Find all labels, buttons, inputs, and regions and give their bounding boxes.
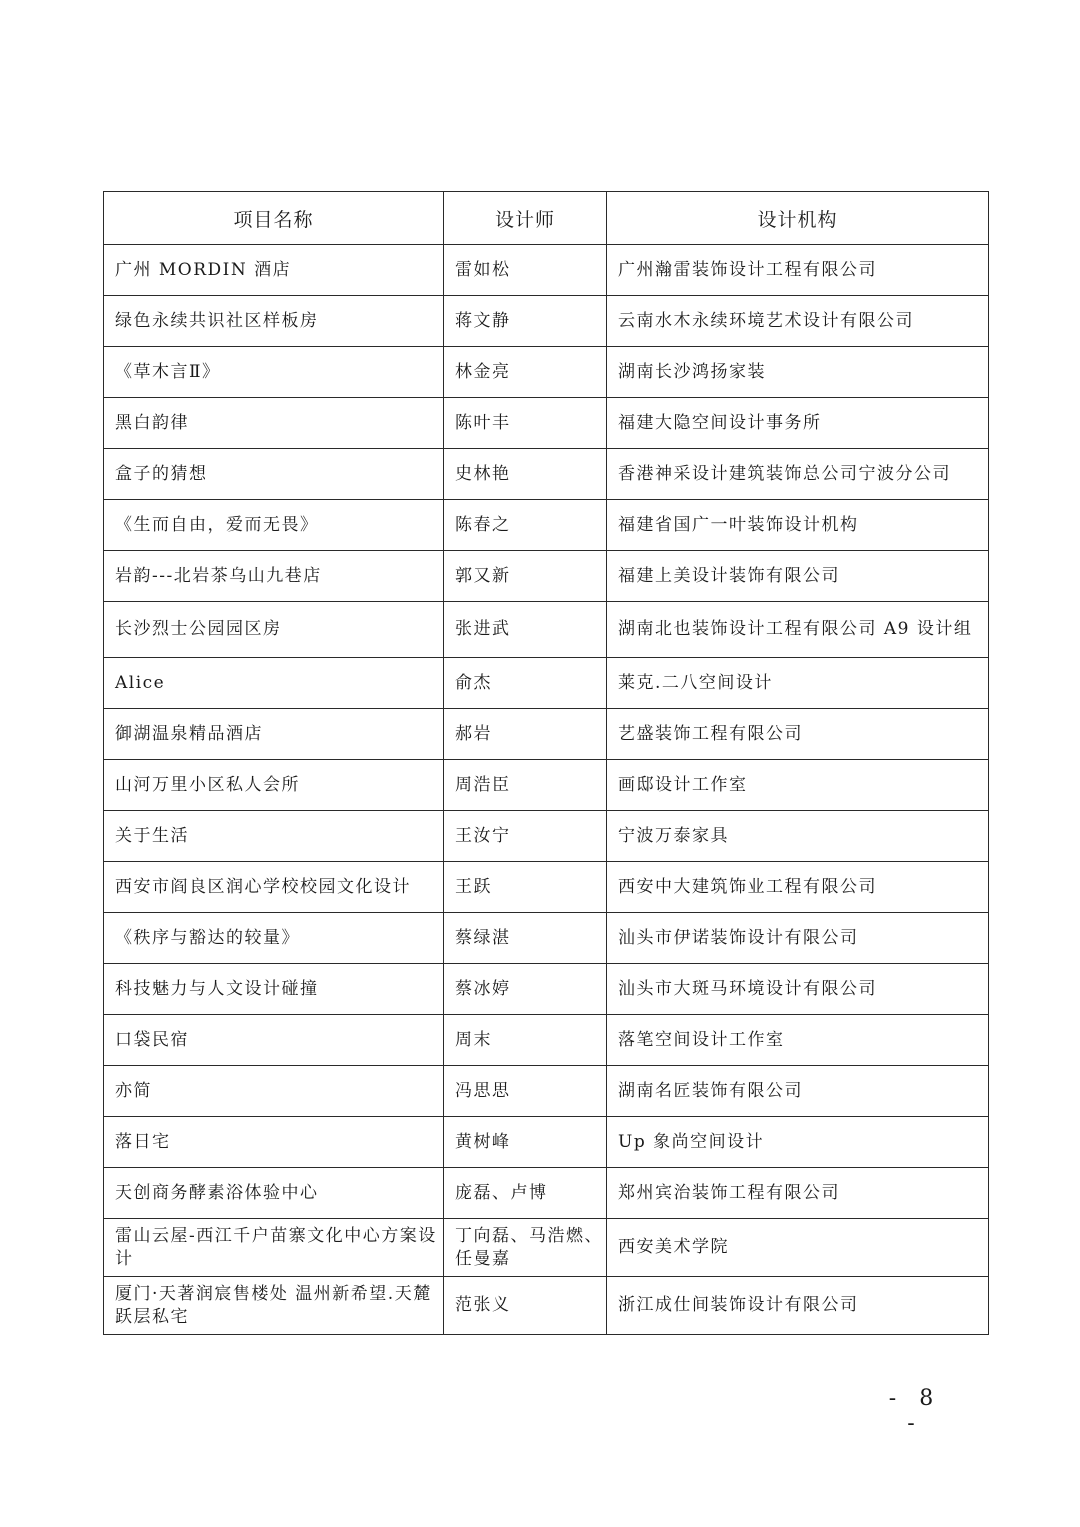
designer-cell: 林金亮: [444, 347, 607, 398]
design-org-cell: 福建省国广一叶装饰设计机构: [607, 500, 989, 551]
designer-cell: 黄树峰: [444, 1117, 607, 1168]
design-org-cell: 落笔空间设计工作室: [607, 1015, 989, 1066]
design-org-cell: 西安美术学院: [607, 1219, 989, 1277]
designer-cell: 周浩臣: [444, 760, 607, 811]
table-row: [104, 760, 989, 811]
page-number: - 8 -: [888, 1386, 942, 1436]
designer-cell: 郭又新: [444, 551, 607, 602]
designer-cell: 王汝宁: [444, 811, 607, 862]
design-org-cell: 西安中大建筑饰业工程有限公司: [607, 862, 989, 913]
designer-cell: 张进武: [444, 602, 607, 658]
designer-cell: 范张义: [444, 1277, 607, 1335]
design-org-cell: 画邸设计工作室: [607, 760, 989, 811]
table-row: [104, 811, 989, 862]
header-designer: 设计师: [444, 192, 607, 245]
designer-cell: 俞杰: [444, 658, 607, 709]
designer-cell: 丁向磊、马浩燃、任曼嘉: [444, 1219, 607, 1277]
designer-cell: 蔡冰婷: [444, 964, 607, 1015]
project-name-cell: 厦门·天著润宸售楼处 温州新希望.天麓跃层私宅: [104, 1277, 444, 1335]
design-org-cell: 宁波万泰家具: [607, 811, 989, 862]
project-name-cell: 西安市阎良区润心学校校园文化设计: [104, 862, 444, 913]
project-name-cell: 长沙烈士公园园区房: [104, 602, 444, 658]
design-org-cell: 莱克.二八空间设计: [607, 658, 989, 709]
project-name-cell: 天创商务酵素浴体验中心: [104, 1168, 444, 1219]
project-name-cell: 《生而自由，爱而无畏》: [104, 500, 444, 551]
table-row: [104, 862, 989, 913]
header-project-name: 项目名称: [104, 192, 444, 245]
table-row: [104, 913, 989, 964]
designer-cell: 陈春之: [444, 500, 607, 551]
table-row: [104, 1117, 989, 1168]
designer-cell: 冯思思: [444, 1066, 607, 1117]
design-org-cell: 汕头市大斑马环境设计有限公司: [607, 964, 989, 1015]
design-org-cell: 香港神采设计建筑装饰总公司宁波分公司: [607, 449, 989, 500]
table-row: [104, 296, 989, 347]
table-row: [104, 500, 989, 551]
design-org-cell: 云南水木永续环境艺术设计有限公司: [607, 296, 989, 347]
project-name-cell: 《秩序与豁达的较量》: [104, 913, 444, 964]
table-row: [104, 551, 989, 602]
designer-cell: 庞磊、卢博: [444, 1168, 607, 1219]
design-org-cell: 广州瀚雷装饰设计工程有限公司: [607, 245, 989, 296]
project-name-cell: 黑白韵律: [104, 398, 444, 449]
design-org-cell: 浙江成仕间装饰设计有限公司: [607, 1277, 989, 1335]
design-org-cell: 湖南北也装饰设计工程有限公司 A9 设计组: [607, 602, 989, 658]
table-row: [104, 347, 989, 398]
table-row: [104, 449, 989, 500]
project-name-cell: 《草木言Ⅱ》: [104, 347, 444, 398]
designer-cell: 蔡绿湛: [444, 913, 607, 964]
project-name-cell: 岩韵---北岩茶乌山九巷店: [104, 551, 444, 602]
designer-cell: 史林艳: [444, 449, 607, 500]
table-row: [104, 658, 989, 709]
design-org-cell: 湖南名匠装饰有限公司: [607, 1066, 989, 1117]
header-design-org: 设计机构: [607, 192, 989, 245]
table-row: [104, 245, 989, 296]
table-row: [104, 709, 989, 760]
design-org-cell: 艺盛装饰工程有限公司: [607, 709, 989, 760]
table-row: [104, 1066, 989, 1117]
project-name-cell: 落日宅: [104, 1117, 444, 1168]
project-name-cell: 亦简: [104, 1066, 444, 1117]
project-name-cell: 雷山云屋-西江千户苗寨文化中心方案设计: [104, 1219, 444, 1277]
project-name-cell: 科技魅力与人文设计碰撞: [104, 964, 444, 1015]
project-name-cell: 盒子的猜想: [104, 449, 444, 500]
designer-cell: 周末: [444, 1015, 607, 1066]
table-header-row: [104, 192, 989, 245]
table-row: [104, 1168, 989, 1219]
designer-cell: 雷如松: [444, 245, 607, 296]
project-name-cell: Alice: [104, 658, 444, 709]
project-name-cell: 关于生活: [104, 811, 444, 862]
table-row: [104, 1219, 989, 1277]
design-org-cell: 湖南长沙鸿扬家装: [607, 347, 989, 398]
award-table: [103, 191, 989, 1335]
project-name-cell: 绿色永续共识社区样板房: [104, 296, 444, 347]
project-name-cell: 御湖温泉精品酒店: [104, 709, 444, 760]
project-name-cell: 广州 MORDIN 酒店: [104, 245, 444, 296]
table-body: [104, 245, 989, 1335]
table-row: [104, 398, 989, 449]
designer-cell: 蒋文静: [444, 296, 607, 347]
project-name-cell: 山河万里小区私人会所: [104, 760, 444, 811]
table-row: [104, 602, 989, 658]
designer-cell: 王跃: [444, 862, 607, 913]
designer-cell: 陈叶丰: [444, 398, 607, 449]
design-org-cell: 郑州宾治装饰工程有限公司: [607, 1168, 989, 1219]
design-org-cell: 福建大隐空间设计事务所: [607, 398, 989, 449]
table-row: [104, 1015, 989, 1066]
project-name-cell: 口袋民宿: [104, 1015, 444, 1066]
design-org-cell: 汕头市伊诺装饰设计有限公司: [607, 913, 989, 964]
table-row: [104, 1277, 989, 1335]
design-org-cell: Up 象尚空间设计: [607, 1117, 989, 1168]
designer-cell: 郝岩: [444, 709, 607, 760]
table-row: [104, 964, 989, 1015]
design-org-cell: 福建上美设计装饰有限公司: [607, 551, 989, 602]
